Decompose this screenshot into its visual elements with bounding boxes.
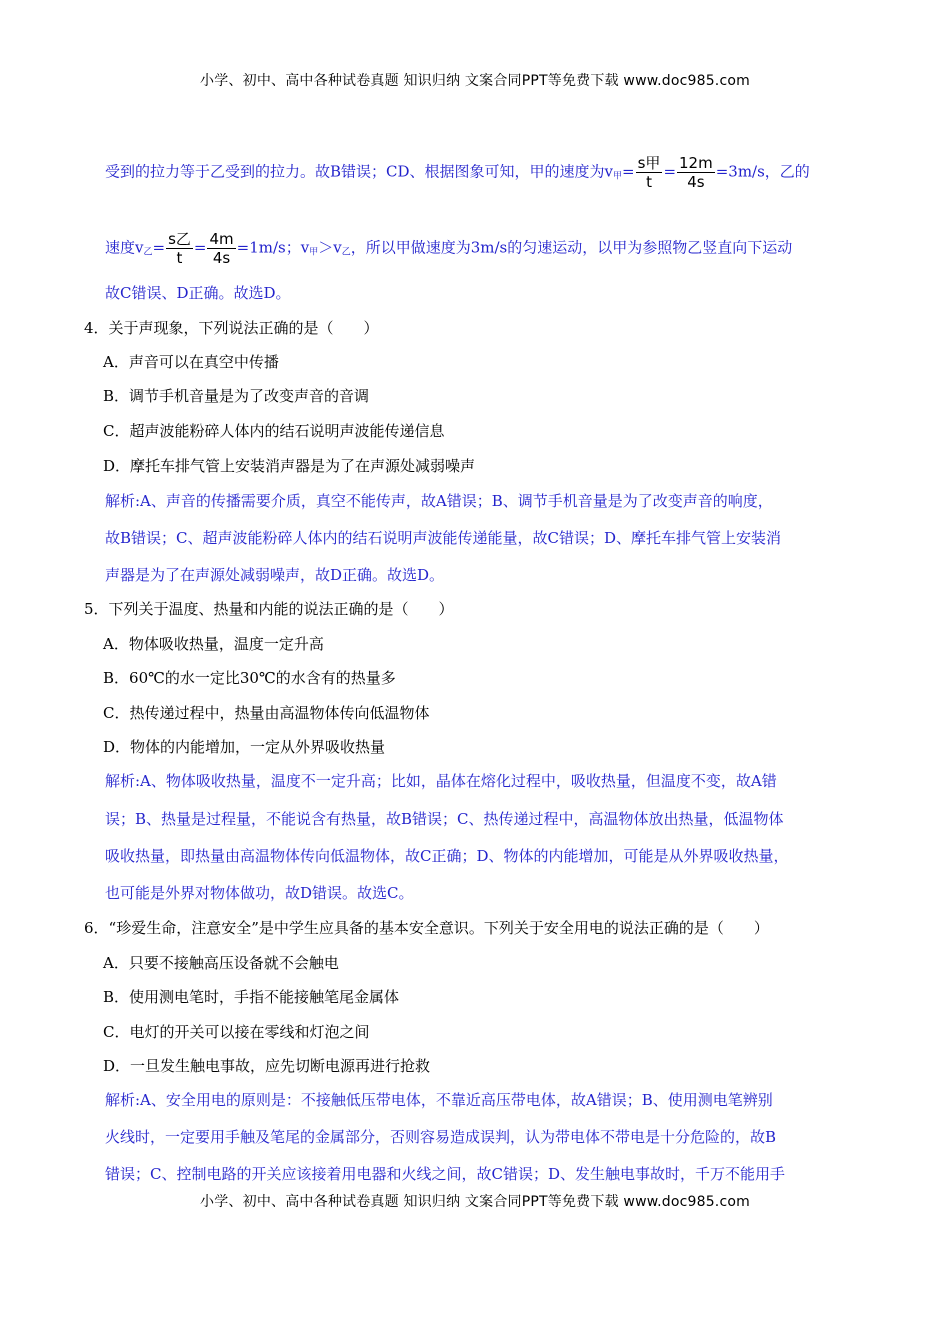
q3-analysis-line-1 — [105, 154, 810, 191]
subscript: 乙 — [341, 247, 351, 258]
question-4-stem: 4．关于声现象，下列说法正确的是（ ） — [84, 319, 379, 337]
header-banner: 小学、初中、高中各种试卷真题 知识归纳 文案合同PPT等免费下载 www.doc985.com — [200, 73, 750, 89]
numerator: 4m — [209, 230, 234, 248]
q4-analysis-line-3: 声器是为了在声源处减弱噪声，故D正确。故选D。 — [105, 566, 445, 584]
subscript: 乙 — [143, 247, 153, 258]
q5-analysis-line-4: 也可能是外界对物体做功，故D错误。故选C。 — [105, 884, 414, 902]
q3-text: ，所以甲做速度为3m/s的匀速运动，以甲为参照物乙竖直向下运动 — [350, 238, 793, 257]
q5-option-d: D．物体的内能增加，一定从外界吸收热量 — [103, 738, 386, 756]
denominator: 4s — [212, 249, 231, 267]
numerator: s甲 — [637, 154, 661, 172]
q5-analysis-line-1: 解析:A、物体吸收热量，温度不一定升高；比如，晶体在熔化过程中，吸收热量，但温度不变，故A错 — [105, 772, 777, 790]
q4-option-a: A．声音可以在真空中传播 — [103, 353, 279, 371]
equals: = — [193, 238, 207, 257]
q6-option-a: A．只要不接触高压设备就不会触电 — [103, 954, 339, 972]
q6-option-c: C．电灯的开关可以接在零线和灯泡之间 — [103, 1023, 370, 1041]
q5-analysis-line-2: 误；B、热量是过程量，不能说含有热量，故B错误；C、热传递过程中，高温物体放出热量，低温物体 — [105, 810, 784, 828]
subscript: 甲 — [613, 171, 623, 182]
numerator: 12m — [679, 154, 713, 172]
q5-option-c: C．热传递过程中，热量由高温物体传向低温物体 — [103, 704, 430, 722]
numerator: s乙 — [168, 230, 191, 248]
denominator: 4s — [687, 173, 705, 191]
footer-banner: 小学、初中、高中各种试卷真题 知识归纳 文案合同PPT等免费下载 www.doc985.com — [200, 1194, 750, 1210]
q4-analysis-line-2: 故B错误；C、超声波能粉碎人体内的结石说明声波能传递能量，故C错误；D、摩托车排气管上安装消 — [105, 529, 782, 547]
q3-text: 受到的拉力等于乙受到的拉力。故B错误；CD、根据图象可知，甲的速度为v — [105, 162, 614, 181]
q3-analysis-line-3: 故C错误、D正确。故选D。 — [105, 284, 291, 302]
fraction-s-over-t — [166, 230, 193, 267]
q6-option-b: B．使用测电笔时，手指不能接触笔尾金属体 — [103, 988, 400, 1006]
q3-text: ＞v — [318, 238, 342, 257]
q3-analysis-line-2 — [105, 230, 792, 267]
q5-option-b: B．60℃的水一定比30℃的水含有的热量多 — [103, 669, 396, 687]
q6-option-d: D．一旦发生触电事故，应先切断电源再进行抢救 — [103, 1057, 431, 1075]
subscript: 甲 — [309, 247, 319, 258]
q6-analysis-line-2: 火线时，一定要用手触及笔尾的金属部分，否则容易造成误判，认为带电体不带电是十分危险的，故B — [105, 1128, 777, 1146]
q4-option-c: C．超声波能粉碎人体内的结石说明声波能传递信息 — [103, 422, 445, 440]
q6-analysis-line-3: 错误；C、控制电路的开关应该接着用电器和火线之间，故C错误；D、发生触电事故时，千万不能用手 — [105, 1165, 785, 1183]
denominator: t — [176, 249, 183, 267]
equals: = — [622, 162, 635, 181]
question-5-stem: 5．下列关于温度、热量和内能的说法正确的是（ ） — [84, 600, 454, 618]
question-6-stem: 6．“珍爱生命，注意安全”是中学生应具备的基本安全意识。下列关于安全用电的说法正确的是（ ） — [84, 919, 769, 937]
q4-option-b: B．调节手机音量是为了改变声音的音调 — [103, 387, 370, 405]
fraction-s-over-t — [636, 154, 663, 191]
q4-analysis-line-1: 解析:A、声音的传播需要介质，真空不能传声，故A错误；B、调节手机音量是为了改变声音的响度， — [105, 492, 773, 510]
q5-analysis-line-3: 吸收热量，即热量由高温物体传向低温物体，故C正确；D、物体的内能增加，可能是从外界吸收热量， — [105, 847, 789, 865]
denominator: t — [646, 173, 652, 191]
q4-option-d: D．摩托车排气管上安装消声器是为了在声源处减弱噪声 — [103, 457, 476, 475]
equals: = — [152, 238, 166, 257]
q3-text: =3m/s，乙的 — [715, 162, 810, 181]
equals: = — [663, 162, 677, 181]
q5-option-a: A．物体吸收热量，温度一定升高 — [103, 635, 324, 653]
fraction-12m-over-4s — [677, 154, 715, 191]
q6-analysis-line-1: 解析:A、安全用电的原则是：不接触低压带电体，不靠近高压带电体，故A错误；B、使用测电笔辨别 — [105, 1091, 773, 1109]
q3-text: =1m/s；v — [236, 238, 310, 257]
q3-text: 速度v — [105, 238, 144, 257]
fraction-4m-over-4s — [207, 230, 235, 267]
